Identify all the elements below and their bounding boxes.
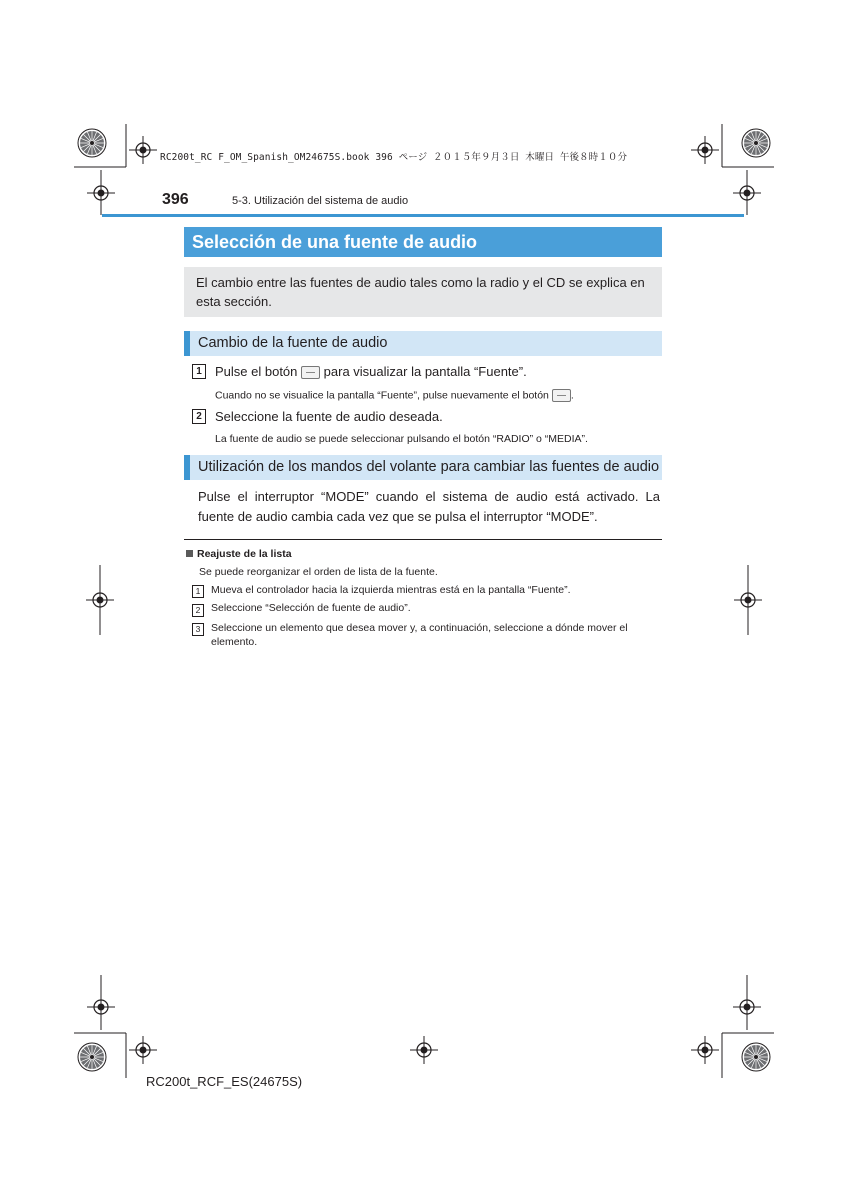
step-1-text — [215, 364, 527, 379]
footer-document-code: RC200t_RCF_ES(24675S) — [146, 1074, 303, 1089]
reset-step-number-1: 1 — [192, 585, 204, 598]
page-number: 396 — [162, 191, 189, 208]
step-1-note-after: . — [570, 389, 574, 402]
reset-step-3-line2: elemento. — [211, 636, 258, 648]
reset-step-3-line1: Seleccione un elemento que desea mover y, a continuación, seleccione a dónde mover el — [211, 622, 628, 634]
page-title: Selección de una fuente de audio — [184, 227, 662, 257]
reset-step-number-2: 2 — [192, 604, 204, 617]
step-1-text-before: Pulse el botón — [215, 364, 298, 379]
reset-step-number-3: 3 — [192, 623, 204, 636]
section-breadcrumb: 5-3. Utilización del sistema de audio — [232, 195, 409, 207]
step-2-text: Seleccione la fuente de audio deseada. — [215, 409, 443, 424]
square-bullet-icon — [186, 550, 193, 557]
reset-list-heading — [186, 548, 292, 560]
step-number-2: 2 — [192, 409, 206, 424]
subsection-heading-steering-switches: Utilización de los mandos del volante para cambiar las fuentes de audio — [184, 455, 662, 480]
reset-step-1-text: Mueva el controlador hacia la izquierda mientras está en la pantalla “Fuente”. — [211, 584, 571, 596]
audio-button-icon — [301, 366, 320, 379]
subsection-heading-change-source: Cambio de la fuente de audio — [184, 331, 662, 356]
steering-paragraph: Pulse el interruptor “MODE” cuando el sistema de audio está activado. La fuente de audio cambia cada vez que se pulsa el interruptor “MODE”. — [198, 489, 660, 524]
reset-list-heading-text: Reajuste de la lista — [197, 548, 292, 560]
step-number-1: 1 — [192, 364, 206, 379]
step-1-note-before: Cuando no se visualice la pantalla “Fuente”, pulse nuevamente el botón — [215, 389, 549, 402]
step-2-note: La fuente de audio se puede seleccionar pulsando el botón “RADIO” o “MEDIA”. — [215, 433, 588, 445]
header-rule — [102, 214, 744, 217]
intro-box: El cambio entre las fuentes de audio tales como la radio y el CD se explica en esta sección. — [184, 267, 662, 317]
print-header: RC200t_RC F_OM_Spanish_OM24675S.book 396 ページ ２０１５年９月３日 木曜日 午後８時１０分 — [160, 152, 628, 163]
audio-button-icon — [552, 389, 571, 402]
step-1-note — [215, 389, 574, 402]
section-divider — [184, 539, 662, 540]
reset-list-intro: Se puede reorganizar el orden de lista de la fuente. — [199, 566, 438, 578]
step-1-text-after: para visualizar la pantalla “Fuente”. — [323, 364, 527, 379]
reset-step-2-text: Seleccione “Selección de fuente de audio”. — [211, 602, 411, 614]
